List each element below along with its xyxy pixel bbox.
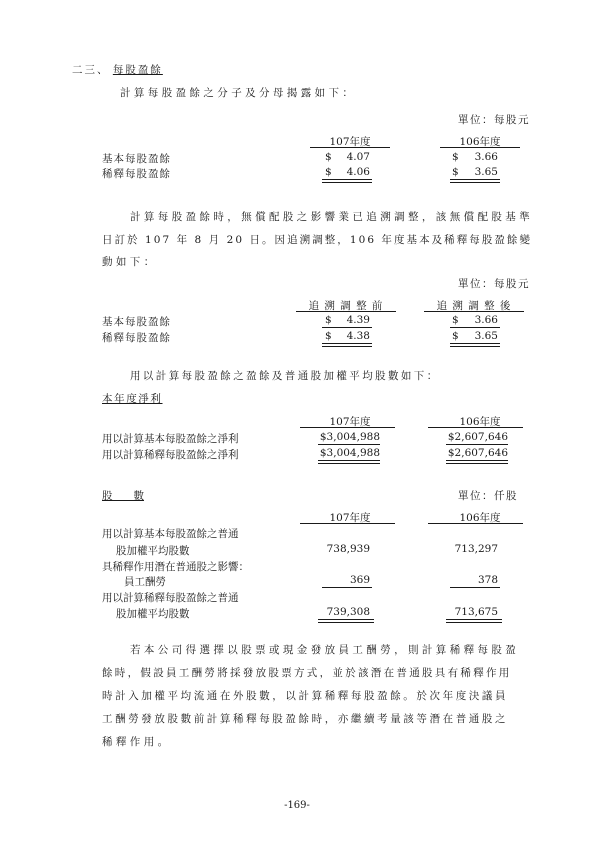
- shares-col1-header: 107年度: [329, 512, 371, 524]
- shares-basic-v2: 713,297: [454, 543, 498, 555]
- shares-diluted-label-2: 股加權平均股數: [116, 608, 190, 620]
- table1-row2-currency1: $: [325, 166, 332, 178]
- closing-para-line3: 時計入加權平均流通在外股數，以計算稀釋每股盈餘。於次年度決議員: [102, 690, 509, 702]
- shares-col2-sub-rule: [450, 587, 500, 588]
- net-income-col1-sub-rule: [318, 444, 380, 445]
- table1-row2-v2: 3.65: [474, 166, 498, 178]
- shares-basic-label-2: 股加權平均股數: [116, 545, 190, 557]
- shares-comp-v2: 378: [477, 574, 498, 586]
- table1-row1-currency1: $: [325, 151, 332, 163]
- net-income-row1-label: 用以計算基本每股盈餘之淨利: [102, 433, 239, 445]
- net-income-col1-header: 107年度: [329, 416, 371, 428]
- net-income-col1-header-rule: [300, 427, 395, 428]
- table2-col1-header: 追 溯 調 整 前: [308, 300, 384, 312]
- table1-col1-header: 107年度: [329, 136, 371, 148]
- net-income-row2-label: 用以計算稀釋每股盈餘之淨利: [102, 449, 239, 461]
- table2-row1-currency2: $: [452, 314, 459, 326]
- shares-basic-v1: 738,939: [326, 543, 370, 555]
- closing-para-line1: 若本公司得選擇以股票或現金發放員工酬勞，則計算稀釋每股盈: [130, 644, 520, 656]
- table1-row1-v1: 4.07: [346, 151, 370, 163]
- table2-unit: 單位：每股元: [458, 278, 530, 290]
- net-income-col2-header-rule: [428, 427, 523, 428]
- table2-col2-header-rule: [424, 311, 524, 312]
- table2-row1-v1: 4.39: [346, 314, 370, 326]
- closing-para-line5: 稀釋作用。: [102, 736, 172, 748]
- table1-col2-header-rule: [440, 147, 520, 148]
- shares-diluted-label-1: 用以計算稀釋每股盈餘之普通: [102, 592, 239, 604]
- adjust-para-line2: 日訂於 107 年 8 月 20 日。因追溯調整，106 年度基本及稀釋每股盈餘變: [102, 234, 533, 246]
- table2-col2-total-rule: [450, 343, 500, 347]
- net-income-title: 本年度淨利: [102, 393, 163, 405]
- table1-row2-v1: 4.06: [346, 166, 370, 178]
- net-income-row2-v2: $2,607,646: [447, 447, 508, 459]
- section-heading: [72, 62, 163, 77]
- shares-col2-total-rule: [446, 619, 502, 623]
- shares-col1-total-rule: [318, 619, 374, 623]
- table2-row2-label: 稀釋每股盈餘: [102, 332, 171, 344]
- net-intro-text: 用以計算每股盈餘之盈餘及普通股加權平均股數如下：: [130, 370, 440, 382]
- net-income-row1-v1: $3,004,988: [319, 431, 380, 443]
- table2-row1-label: 基本每股盈餘: [102, 316, 171, 328]
- shares-comp-v1: 369: [349, 574, 370, 586]
- shares-unit: 單位：仟股: [458, 490, 518, 502]
- net-income-col1-total-rule: [318, 460, 380, 464]
- table1-col1-header-rule: [310, 147, 390, 148]
- closing-para-line2: 餘時，假設員工酬勞將採發放股票方式，並於該潛在普通股具有稀釋作用: [102, 667, 512, 679]
- shares-col1-sub-rule: [322, 587, 372, 588]
- shares-dilutive-label: 具稀釋作用潛在普通股之影響：: [102, 561, 249, 573]
- table1-row1-v2: 3.66: [474, 151, 498, 163]
- table1-unit: 單位：每股元: [458, 114, 530, 126]
- section-title: 每股盈餘: [112, 64, 163, 76]
- table1-col2-total-rule: [450, 179, 500, 183]
- adjust-para-line1: 計算每股盈餘時，無償配股之影響業已追溯調整，該無償配股基準: [130, 211, 534, 223]
- table2-col1-sub-rule: [322, 327, 372, 328]
- table1-row1-label: 基本每股盈餘: [102, 153, 171, 165]
- table2-col1-total-rule: [322, 343, 372, 347]
- shares-col1-header-rule: [300, 523, 395, 524]
- table2-row1-currency1: $: [325, 314, 332, 326]
- table2-row2-v1: 4.38: [346, 330, 370, 342]
- closing-para-line4: 工酬勞發放股數前計算稀釋每股盈餘時，亦繼續考量該等潛在普通股之: [102, 713, 509, 725]
- table2-row2-v2: 3.65: [474, 330, 498, 342]
- shares-title: 股 數: [102, 490, 144, 502]
- net-income-row2-v1: $3,004,988: [319, 447, 380, 459]
- table2-row2-currency2: $: [452, 330, 459, 342]
- table1-col1-total-rule: [322, 179, 372, 183]
- table1-row1-currency2: $: [452, 151, 459, 163]
- shares-col2-header: 106年度: [459, 512, 501, 524]
- page-number: -169-: [284, 800, 310, 811]
- net-income-row1-v2: $2,607,646: [447, 431, 508, 443]
- table2-col1-header-rule: [296, 311, 396, 312]
- table1-col2-header: 106年度: [459, 136, 501, 148]
- table1-row2-currency2: $: [452, 166, 459, 178]
- section-number: 二三、: [72, 64, 110, 76]
- table1-row2-label: 稀釋每股盈餘: [102, 168, 171, 180]
- shares-diluted-v2: 713,675: [454, 606, 498, 618]
- table2-row1-v2: 3.66: [474, 314, 498, 326]
- net-income-col2-header: 106年度: [459, 416, 501, 428]
- net-income-col2-sub-rule: [446, 444, 508, 445]
- table2-col2-header: 追 溯 調 整 後: [436, 300, 512, 312]
- adjust-para-line3: 動如下：: [102, 256, 158, 268]
- shares-diluted-v1: 739,308: [326, 606, 370, 618]
- table2-row2-currency1: $: [325, 330, 332, 342]
- intro-text: 計算每股盈餘之分子及分母揭露如下：: [120, 87, 357, 99]
- net-income-col2-total-rule: [446, 460, 508, 464]
- shares-comp-label: 員工酬勞: [124, 576, 166, 588]
- shares-col2-header-rule: [428, 523, 523, 524]
- table2-col2-sub-rule: [450, 327, 500, 328]
- shares-basic-label-1: 用以計算基本每股盈餘之普通: [102, 528, 239, 540]
